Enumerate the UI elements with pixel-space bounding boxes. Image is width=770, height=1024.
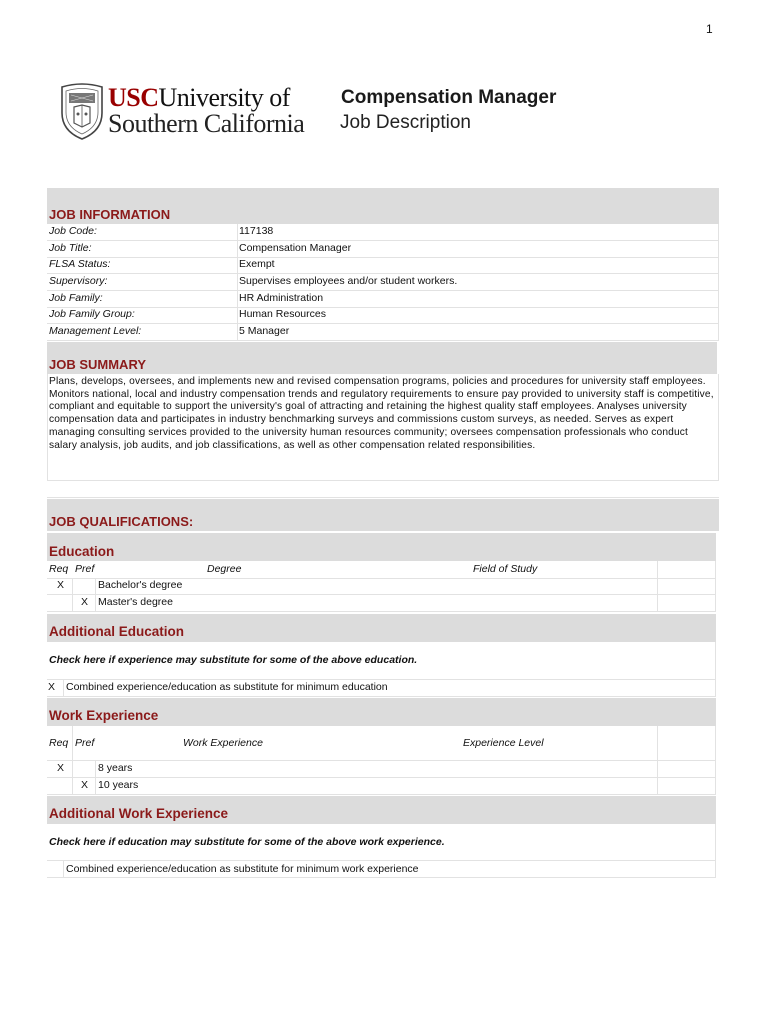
experience-level: 8 years [98, 762, 133, 774]
row-label: Management Level: [49, 325, 142, 337]
row-divider [47, 794, 716, 795]
row-divider [47, 696, 716, 697]
req-header: Req [49, 737, 69, 749]
table-border [718, 224, 719, 341]
field-of-study-header: Field of Study [473, 563, 538, 575]
column-divider [657, 561, 658, 612]
education-degree: Bachelor's degree [98, 579, 183, 591]
column-divider [237, 224, 238, 341]
column-divider [63, 860, 64, 877]
work-experience-header: Work Experience [183, 737, 263, 749]
row-label: Job Code: [49, 225, 97, 237]
page-title: Compensation Manager [341, 87, 557, 108]
work-pref-mark: X [81, 779, 89, 791]
job-summary-text: Plans, develops, oversees, and implements new and revised compensation programs, policies and procedures for university staff employees. Monitors national, local and industry compensation trends and regulatory requirements to ensure pay provided to university staff is competitive, compliant and equitable to support the university's goal of attracting and retaining the highest quality staff employees. Analyses university compensation data and participates in industry benchmarking surveys and commissions custom surveys, as needed. Serves as expert managing consulting services provided to the university human resources community; oversees compensation professionals who conduct salary analysis, job audits, and job classifications, as well as other compensation related responsibilities. [49, 376, 714, 451]
substitute-education-text: Combined experience/education as substitute for minimum education [66, 681, 388, 693]
additional-education-note: Check here if experience may substitute for some of the above education. [49, 654, 418, 666]
education-header-band [47, 533, 716, 561]
column-divider [72, 726, 73, 794]
column-divider [63, 679, 64, 696]
column-divider [72, 578, 73, 612]
additional-education-title: Additional Education [49, 624, 184, 639]
row-divider [47, 760, 716, 761]
job-information-title: JOB INFORMATION [49, 207, 171, 222]
divider [47, 497, 719, 498]
row-divider [47, 594, 716, 595]
row-value: Compensation Manager [239, 242, 352, 254]
row-divider [47, 860, 716, 861]
row-label: Supervisory: [49, 275, 108, 287]
column-divider [95, 760, 96, 794]
req-header: Req [49, 563, 69, 575]
page-subtitle: Job Description [340, 112, 471, 133]
logo-line-2: Southern California [108, 109, 305, 138]
usc-seal-icon [58, 83, 106, 141]
pref-header: Pref [75, 563, 95, 575]
row-value: 5 Manager [239, 325, 290, 337]
substitute-education-checkbox[interactable]: X [48, 681, 56, 693]
row-label: Job Family: [49, 292, 103, 304]
job-summary-box [47, 374, 719, 481]
job-summary-header-band [47, 342, 717, 374]
job-qualifications-title: JOB QUALIFICATIONS: [49, 514, 194, 529]
experience-level: 10 years [98, 779, 139, 791]
page-number: 1 [706, 22, 713, 36]
education-title: Education [49, 544, 115, 559]
row-value: Human Resources [239, 308, 326, 320]
experience-level-header: Experience Level [463, 737, 544, 749]
row-value: Exempt [239, 258, 275, 270]
row-divider [47, 877, 716, 878]
education-pref-mark: X [81, 596, 89, 608]
column-divider [95, 578, 96, 612]
table-row [47, 257, 719, 274]
work-req-mark: X [57, 762, 65, 774]
table-border [715, 642, 716, 696]
table-border [715, 561, 716, 612]
logo-line-1: USCUniversity of [108, 83, 290, 112]
row-value: 117138 [239, 225, 274, 237]
work-experience-title: Work Experience [49, 708, 159, 723]
usc-logo [58, 83, 328, 141]
row-value: Supervises employees and/or student workers. [239, 275, 458, 287]
row-divider [47, 777, 716, 778]
table-row [47, 224, 719, 241]
row-value: HR Administration [239, 292, 324, 304]
pref-header: Pref [75, 737, 95, 749]
job-summary-title: JOB SUMMARY [49, 357, 147, 372]
substitute-work-text: Combined experience/education as substitute for minimum work experience [66, 863, 419, 875]
column-divider [657, 726, 658, 794]
additional-work-experience-note: Check here if education may substitute for some of the above work experience. [49, 836, 445, 848]
degree-header: Degree [207, 563, 242, 575]
row-label: FLSA Status: [49, 258, 111, 270]
table-row [47, 241, 719, 258]
table-row [47, 324, 719, 341]
row-label: Job Family Group: [49, 308, 135, 320]
education-degree: Master's degree [98, 596, 173, 608]
row-label: Job Title: [49, 242, 92, 254]
additional-work-experience-title: Additional Work Experience [49, 806, 229, 821]
table-row [47, 291, 719, 308]
education-req-mark: X [57, 579, 65, 591]
row-divider [47, 679, 716, 680]
table-row [47, 307, 719, 324]
table-border [715, 824, 716, 877]
table-border [715, 726, 716, 794]
row-divider [47, 611, 716, 612]
table-row [47, 274, 719, 291]
